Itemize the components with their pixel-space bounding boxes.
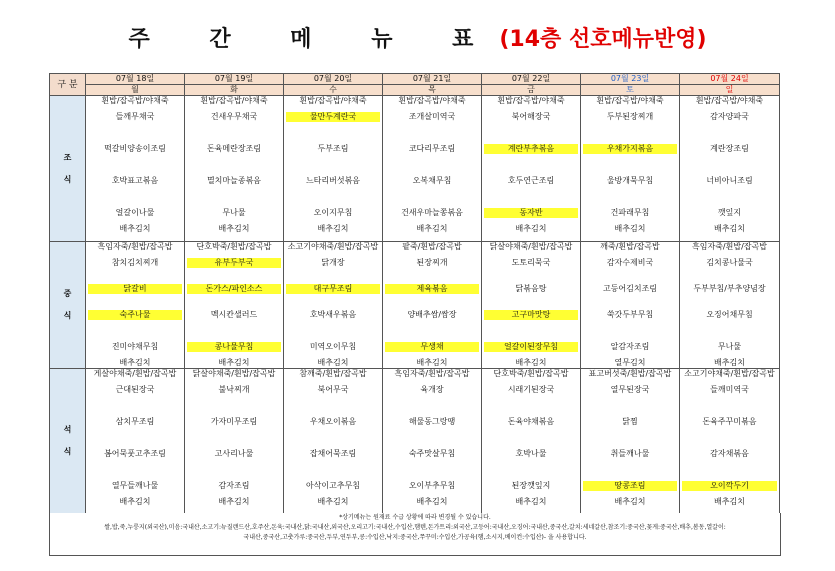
menu-item: 고사리나물 bbox=[214, 449, 254, 458]
menu-item: 고구마맛탕 bbox=[484, 310, 578, 320]
menu-item: 흰밥/잡곡밥/야채죽 bbox=[398, 96, 466, 105]
menu-item: 참치김치찌개 bbox=[111, 258, 159, 267]
menu-cell bbox=[680, 242, 780, 369]
header-weekday: 일 bbox=[680, 85, 780, 96]
menu-item: 배추김치 bbox=[515, 497, 547, 506]
menu-item: 우채오이볶음 bbox=[309, 417, 357, 426]
item-spacer bbox=[680, 294, 779, 310]
menu-item: 배추김치 bbox=[317, 358, 349, 367]
menu-item: 배추김치 bbox=[317, 224, 349, 233]
menu-item: 가자미무조림 bbox=[210, 417, 258, 426]
item-spacer bbox=[284, 186, 382, 208]
menu-item: 배추김치 bbox=[218, 358, 250, 367]
menu-item: 멸치마늘종볶음 bbox=[206, 176, 262, 185]
menu-cell bbox=[482, 96, 581, 242]
menu-item: 시래기된장국 bbox=[507, 385, 555, 394]
menu-cell bbox=[185, 369, 284, 514]
header-category-label: 구 분 bbox=[50, 74, 86, 96]
menu-item: 배추김치 bbox=[317, 497, 349, 506]
menu-item: 숙주나물 bbox=[88, 310, 182, 320]
menu-item: 흰밥/잡곡밥/야채죽 bbox=[299, 96, 367, 105]
header-date: 07월 18일 bbox=[86, 74, 185, 85]
menu-item: 우채가지볶음 bbox=[583, 144, 677, 154]
menu-item: 건파래무침 bbox=[610, 208, 650, 217]
item-spacer bbox=[185, 122, 283, 144]
menu-item: 배추김치 bbox=[614, 224, 646, 233]
menu-item: 고등어김치조림 bbox=[602, 284, 658, 293]
item-spacer bbox=[581, 320, 679, 342]
menu-item: 닭살야채죽/흰밥/잡곡밥 bbox=[192, 369, 276, 378]
item-spacer bbox=[383, 320, 481, 342]
item-spacer bbox=[680, 268, 779, 284]
menu-item: 두부된장찌개 bbox=[606, 112, 654, 121]
item-spacer bbox=[86, 122, 184, 144]
menu-item: 코다리무조림 bbox=[408, 144, 456, 153]
item-spacer bbox=[185, 320, 283, 342]
meal-label: 석 식 bbox=[50, 369, 86, 514]
menu-item: 유부두부국 bbox=[187, 258, 281, 268]
menu-item: 해물동그랑땡 bbox=[408, 417, 456, 426]
meal-label: 조 식 bbox=[50, 96, 86, 242]
menu-item: 오이부추무침 bbox=[408, 481, 456, 490]
item-spacer bbox=[482, 395, 580, 417]
menu-item: 배추김치 bbox=[119, 358, 151, 367]
item-spacer bbox=[284, 427, 382, 449]
menu-item: 배추김치 bbox=[515, 224, 547, 233]
menu-cell bbox=[680, 96, 780, 242]
menu-cell bbox=[482, 369, 581, 514]
menu-item: 소고기야채죽/흰밥/잡곡밥 bbox=[287, 242, 379, 251]
menu-item: 흑임자죽/흰밥/잡곡밥 bbox=[692, 242, 767, 251]
menu-item: 얼갈이나물 bbox=[115, 208, 155, 217]
menu-item: 열무된장국 bbox=[610, 385, 650, 394]
item-spacer bbox=[86, 459, 184, 481]
menu-item: 제육볶음 bbox=[385, 284, 479, 294]
item-spacer bbox=[581, 122, 679, 144]
menu-item: 돈육야채볶음 bbox=[507, 417, 555, 426]
header-date: 07월 22일 bbox=[482, 74, 581, 85]
menu-item: 오이지무침 bbox=[313, 208, 353, 217]
menu-item: 두부조림 bbox=[317, 144, 349, 153]
item-spacer bbox=[86, 186, 184, 208]
menu-item: 닭찜 bbox=[622, 417, 638, 426]
menu-cell bbox=[86, 369, 185, 514]
menu-item: 육개장 bbox=[420, 385, 444, 394]
menu-item: 무생채 bbox=[385, 342, 479, 352]
menu-item: 계란부추볶음 bbox=[484, 144, 578, 154]
menu-item: 두부부침/부추양념장 bbox=[693, 284, 766, 293]
item-spacer bbox=[680, 154, 779, 176]
header-date: 07월 23일 bbox=[581, 74, 680, 85]
item-spacer bbox=[86, 154, 184, 176]
item-spacer bbox=[581, 294, 679, 310]
menu-item: 건새우무채국 bbox=[210, 112, 258, 121]
title-main: 주 간 메 뉴 표 bbox=[128, 27, 500, 52]
item-spacer bbox=[86, 395, 184, 417]
menu-item: 배추김치 bbox=[416, 358, 448, 367]
item-spacer bbox=[581, 427, 679, 449]
menu-item: 오이깍두기 bbox=[682, 481, 777, 491]
menu-item: 흰밥/잡곡밥/야채죽 bbox=[695, 96, 764, 105]
menu-item: 도토리묵국 bbox=[511, 258, 551, 267]
item-spacer bbox=[284, 320, 382, 342]
menu-item: 열무김치 bbox=[614, 358, 646, 367]
menu-item: 들깨미역국 bbox=[710, 385, 749, 394]
menu-cell bbox=[581, 242, 680, 369]
item-spacer bbox=[482, 186, 580, 208]
menu-item: 배추김치 bbox=[515, 358, 547, 367]
header-date: 07월 21일 bbox=[383, 74, 482, 85]
menu-item: 미역오이무침 bbox=[309, 342, 357, 351]
menu-cell bbox=[680, 369, 780, 514]
item-spacer bbox=[284, 459, 382, 481]
menu-item: 숙주맛살무침 bbox=[408, 449, 456, 458]
item-spacer bbox=[383, 186, 481, 208]
header-date: 07월 20일 bbox=[284, 74, 383, 85]
menu-item: 물만두계란국 bbox=[286, 112, 380, 122]
item-spacer bbox=[383, 395, 481, 417]
item-spacer bbox=[482, 154, 580, 176]
menu-item: 울방개묵무침 bbox=[606, 176, 654, 185]
menu-item: 취들깨나물 bbox=[610, 449, 650, 458]
menu-item: 계란장조림 bbox=[710, 144, 749, 153]
menu-item: 호박나물 bbox=[515, 449, 547, 458]
menu-cell bbox=[581, 96, 680, 242]
menu-item: 된장찌개 bbox=[416, 258, 448, 267]
menu-item: 떡갈비양송이조림 bbox=[104, 144, 166, 153]
menu-item: 돈육주꾸미볶음 bbox=[702, 417, 757, 426]
item-spacer bbox=[86, 268, 184, 284]
menu-item: 흑임자죽/흰밥/잡곡밥 bbox=[394, 369, 470, 378]
menu-cell bbox=[86, 96, 185, 242]
menu-item: 동자반 bbox=[484, 208, 578, 218]
menu-cell bbox=[185, 242, 284, 369]
notes-box bbox=[49, 513, 781, 556]
menu-cell bbox=[383, 369, 482, 514]
item-spacer bbox=[185, 294, 283, 310]
item-spacer bbox=[284, 268, 382, 284]
item-spacer bbox=[482, 294, 580, 310]
weekly-menu-table bbox=[49, 73, 780, 514]
menu-cell bbox=[383, 96, 482, 242]
item-spacer bbox=[86, 294, 184, 310]
menu-item: 배추김치 bbox=[119, 224, 151, 233]
menu-item: 멕시칸샐러드 bbox=[210, 310, 258, 319]
item-spacer bbox=[581, 395, 679, 417]
menu-item: 호박표고볶음 bbox=[111, 176, 159, 185]
menu-item: 조개살미역국 bbox=[408, 112, 456, 121]
menu-cell bbox=[185, 96, 284, 242]
item-spacer bbox=[482, 459, 580, 481]
header-weekday: 수 bbox=[284, 85, 383, 96]
item-spacer bbox=[284, 154, 382, 176]
menu-item: 얼갈이된장무침 bbox=[484, 342, 578, 352]
menu-item: 닭개장 bbox=[321, 258, 345, 267]
menu-item: 양배추쌈/쌈장 bbox=[407, 310, 457, 319]
menu-item: 삼치무조림 bbox=[115, 417, 155, 426]
menu-item: 잡채어묵조림 bbox=[309, 449, 357, 458]
notes-line-2: 쌀,밥,죽,누룽지(외국산),미음:국내산,소고기:뉴질랜드산,호주산,돈육:국내산,닭:국내산,외국산,오리고기:국내산,수입산,햄텐,돈가트리:외국산,고등어:국내산,오징어:국내산,중국산,갈치:세네갈산,참조기:중국산,꽃게:중국산,배추,봄동,열갈이: bbox=[104, 524, 726, 531]
menu-item: 배추김치 bbox=[714, 224, 745, 233]
menu-item: 닭갈비 bbox=[88, 284, 182, 294]
menu-item: 배추김치 bbox=[614, 497, 646, 506]
menu-item: 팥죽/흰밥/잡곡밥 bbox=[402, 242, 462, 251]
item-spacer bbox=[680, 459, 779, 481]
item-spacer bbox=[185, 154, 283, 176]
item-spacer bbox=[482, 268, 580, 284]
menu-cell bbox=[482, 242, 581, 369]
menu-item: 소고기야채죽/흰밥/잡곡밥 bbox=[684, 369, 775, 378]
menu-item: 닭살야채죽/흰밥/잡곡밥 bbox=[489, 242, 573, 251]
item-spacer bbox=[581, 459, 679, 481]
menu-item: 불낙찌개 bbox=[218, 385, 250, 394]
item-spacer bbox=[284, 395, 382, 417]
item-spacer bbox=[482, 320, 580, 342]
item-spacer bbox=[185, 427, 283, 449]
item-spacer bbox=[482, 122, 580, 144]
menu-item: 표고버섯죽/흰밥/잡곡밥 bbox=[588, 369, 672, 378]
menu-cell bbox=[284, 96, 383, 242]
item-spacer bbox=[185, 395, 283, 417]
menu-item: 땅콩조림 bbox=[583, 481, 677, 491]
menu-item: 봄어묵풋고추조림 bbox=[104, 449, 166, 458]
item-spacer bbox=[383, 154, 481, 176]
menu-item: 흰밥/잡곡밥/야채죽 bbox=[596, 96, 664, 105]
header-weekday: 금 bbox=[482, 85, 581, 96]
menu-item: 김치콩나물국 bbox=[706, 258, 753, 267]
header-weekday: 월 bbox=[86, 85, 185, 96]
item-spacer bbox=[581, 154, 679, 176]
menu-item: 흰밥/잡곡밥/야채죽 bbox=[101, 96, 169, 105]
menu-item: 배추김치 bbox=[416, 497, 448, 506]
item-spacer bbox=[383, 122, 481, 144]
menu-item: 아삭이고추무침 bbox=[305, 481, 361, 490]
item-spacer bbox=[680, 320, 779, 342]
menu-item: 알감자조림 bbox=[610, 342, 650, 351]
header-weekday: 토 bbox=[581, 85, 680, 96]
menu-cell bbox=[383, 242, 482, 369]
menu-item: 북어무국 bbox=[317, 385, 349, 394]
meal-label: 중 식 bbox=[50, 242, 86, 369]
header-date: 07월 24일 bbox=[680, 74, 780, 85]
menu-item: 감자조림 bbox=[218, 481, 250, 490]
item-spacer bbox=[482, 427, 580, 449]
item-spacer bbox=[86, 320, 184, 342]
item-spacer bbox=[383, 294, 481, 310]
menu-item: 호박새우볶음 bbox=[309, 310, 357, 319]
item-spacer bbox=[284, 122, 382, 144]
item-spacer bbox=[185, 459, 283, 481]
item-spacer bbox=[680, 186, 779, 208]
menu-item: 참깨죽/흰밥/잡곡밥 bbox=[299, 369, 367, 378]
menu-item: 콩나물무침 bbox=[187, 342, 281, 352]
menu-item: 대구무조림 bbox=[286, 284, 380, 294]
header-date: 07월 19일 bbox=[185, 74, 284, 85]
item-spacer bbox=[581, 268, 679, 284]
menu-item: 흰밥/잡곡밥/야채죽 bbox=[200, 96, 268, 105]
menu-cell bbox=[581, 369, 680, 514]
menu-item: 북어해장국 bbox=[511, 112, 551, 121]
notes-line-1: *상기메뉴는 원재료 수급 상황에 따라 변경될 수 있습니다. bbox=[339, 514, 491, 521]
menu-item: 배추김치 bbox=[119, 497, 151, 506]
item-spacer bbox=[185, 186, 283, 208]
menu-item: 오징어채무침 bbox=[706, 310, 753, 319]
item-spacer bbox=[284, 294, 382, 310]
menu-item: 진미야채무침 bbox=[111, 342, 159, 351]
menu-item: 배추김치 bbox=[416, 224, 448, 233]
item-spacer bbox=[383, 459, 481, 481]
menu-item: 건새우마늘쫑볶음 bbox=[401, 208, 463, 217]
menu-item: 배추김치 bbox=[218, 497, 250, 506]
item-spacer bbox=[185, 268, 283, 284]
menu-cell bbox=[284, 242, 383, 369]
menu-item: 닭볶음탕 bbox=[515, 284, 547, 293]
item-spacer bbox=[680, 395, 779, 417]
menu-cell bbox=[86, 242, 185, 369]
menu-item: 배추김치 bbox=[218, 224, 250, 233]
item-spacer bbox=[680, 122, 779, 144]
title-sub: (14층 선호메뉴반영) bbox=[499, 27, 707, 52]
header-weekday: 목 bbox=[383, 85, 482, 96]
menu-item: 깻잎지 bbox=[717, 208, 742, 217]
item-spacer bbox=[680, 427, 779, 449]
menu-item: 감자양파국 bbox=[710, 112, 749, 121]
menu-item: 돈가스/파인소스 bbox=[187, 284, 281, 294]
menu-item: 너비아니조림 bbox=[706, 176, 753, 185]
page-title bbox=[0, 22, 835, 53]
menu-item: 단호박죽/흰밥/잡곡밥 bbox=[196, 242, 272, 251]
menu-item: 열무들깨나물 bbox=[111, 481, 159, 490]
menu-item: 감자채볶음 bbox=[710, 449, 749, 458]
header-weekday: 화 bbox=[185, 85, 284, 96]
menu-body bbox=[50, 74, 780, 514]
menu-item: 쑥갓두부무침 bbox=[606, 310, 654, 319]
item-spacer bbox=[86, 427, 184, 449]
menu-item: 오복채무침 bbox=[412, 176, 452, 185]
menu-item: 단호박죽/흰밥/잡곡밥 bbox=[493, 369, 569, 378]
menu-item: 들깨무채국 bbox=[115, 112, 155, 121]
menu-item: 흰밥/잡곡밥/야채죽 bbox=[497, 96, 565, 105]
item-spacer bbox=[383, 427, 481, 449]
menu-item: 감자수제비국 bbox=[606, 258, 654, 267]
notes-line-3: 국내산,중국산,고춧가루:중국산,두부,연두부,콩:수입산,낙지:중국산,쭈꾸미:수입산,가공육(햄,소시지,베이컨:수입산)- 을 사용합니다. bbox=[243, 534, 587, 541]
item-spacer bbox=[581, 186, 679, 208]
menu-item: 느타리버섯볶음 bbox=[305, 176, 361, 185]
item-spacer bbox=[383, 268, 481, 284]
menu-item: 흑임자죽/흰밥/잡곡밥 bbox=[97, 242, 173, 251]
menu-item: 배추김치 bbox=[714, 358, 745, 367]
menu-cell bbox=[284, 369, 383, 514]
menu-item: 무나물 bbox=[222, 208, 246, 217]
menu-item: 배추김치 bbox=[714, 497, 745, 506]
menu-item: 근대된장국 bbox=[115, 385, 155, 394]
menu-item: 무나물 bbox=[717, 342, 742, 351]
menu-item: 돈육메란장조림 bbox=[206, 144, 262, 153]
menu-item: 게살야채죽/흰밥/잡곡밥 bbox=[93, 369, 177, 378]
menu-item: 깨죽/흰밥/잡곡밥 bbox=[600, 242, 660, 251]
menu-item: 호두연근조림 bbox=[507, 176, 555, 185]
menu-item: 된장깻잎지 bbox=[511, 481, 551, 490]
